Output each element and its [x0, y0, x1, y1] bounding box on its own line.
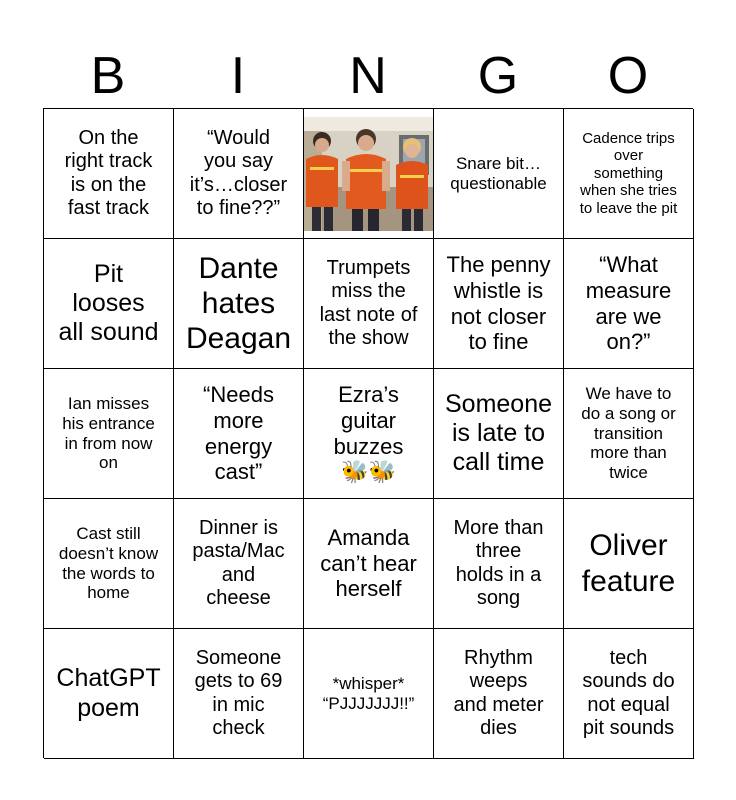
cell-text: Amanda can’t hear herself: [320, 524, 417, 602]
bingo-cell[interactable]: [564, 239, 694, 369]
bingo-cell[interactable]: [174, 239, 304, 369]
cell-text: Trumpets miss the last note of the show: [319, 256, 418, 349]
cell-text: Pit looses all sound: [58, 259, 159, 347]
bingo-cell[interactable]: [304, 629, 434, 759]
bingo-cell[interactable]: [174, 499, 304, 629]
bingo-cell[interactable]: [174, 369, 304, 499]
cell-text: “What measure are we on?”: [585, 252, 672, 355]
cell-text: Rhythm weeps and meter dies: [453, 646, 544, 739]
header-letter-b: B: [90, 47, 126, 105]
bingo-cell[interactable]: [434, 369, 564, 499]
cell-text: Cadence trips over something when she tries to leave the pit: [579, 129, 678, 217]
cell-text: On the right track is on the fast track: [64, 126, 153, 219]
bingo-cell[interactable]: [564, 499, 694, 629]
cell-text: Cast still doesn’t know the words to home: [58, 523, 159, 603]
bingo-cell[interactable]: [304, 239, 434, 369]
cell-text: More than three holds in a song: [453, 516, 544, 609]
cell-text: Ian misses his entrance in from now on: [62, 393, 155, 473]
cell-text: Dinner is pasta/Mac and cheese: [192, 516, 285, 609]
bingo-board: [43, 108, 693, 758]
bingo-cell[interactable]: [434, 109, 564, 239]
cell-text: Snare bit… questionable: [450, 153, 547, 193]
cast-photo: [304, 117, 433, 231]
cell-text: We have to do a song or transition more than twice: [581, 383, 676, 483]
bingo-cell[interactable]: [434, 629, 564, 759]
bingo-cell[interactable]: [174, 109, 304, 239]
bingo-header: [43, 44, 693, 108]
bingo-cell[interactable]: [434, 239, 564, 369]
cell-text: Dante hates Deagan: [185, 251, 292, 356]
bingo-cell[interactable]: [44, 369, 174, 499]
cell-text: “Would you say it’s…closer to fine??”: [189, 126, 288, 219]
bingo-cell[interactable]: [564, 629, 694, 759]
bingo-cell[interactable]: [564, 369, 694, 499]
header-letter-g: G: [477, 47, 519, 105]
cell-text: The penny whistle is not closer to fine: [446, 252, 551, 355]
cell-text: *whisper* “PJJJJJJJ!!”: [322, 673, 415, 713]
bingo-cell[interactable]: [44, 629, 174, 759]
cell-text: ChatGPT poem: [56, 664, 161, 722]
bingo-cell[interactable]: [174, 629, 304, 759]
header-letter-n: N: [349, 47, 387, 105]
bingo-cell[interactable]: [304, 499, 434, 629]
cell-text: “Needs more energy cast”: [203, 382, 274, 485]
bingo-cell[interactable]: [44, 109, 174, 239]
cell-text: tech sounds do not equal pit sounds: [582, 646, 675, 739]
cell-text: Oliver feature: [581, 529, 676, 598]
bingo-cell[interactable]: [434, 499, 564, 629]
cell-text: Someone gets to 69 in mic check: [194, 646, 283, 739]
cell-text: Ezra’s guitar buzzes 🐝🐝: [333, 382, 404, 485]
bingo-cell[interactable]: [44, 499, 174, 629]
bingo-cell[interactable]: [44, 239, 174, 369]
bingo-cell[interactable]: [564, 109, 694, 239]
header-letter-o: O: [607, 47, 649, 105]
cell-text: Someone is late to call time: [444, 389, 553, 477]
bingo-cell[interactable]: [304, 369, 434, 499]
header-letter-i: I: [230, 47, 246, 105]
bingo-cell-photo[interactable]: [304, 109, 434, 239]
